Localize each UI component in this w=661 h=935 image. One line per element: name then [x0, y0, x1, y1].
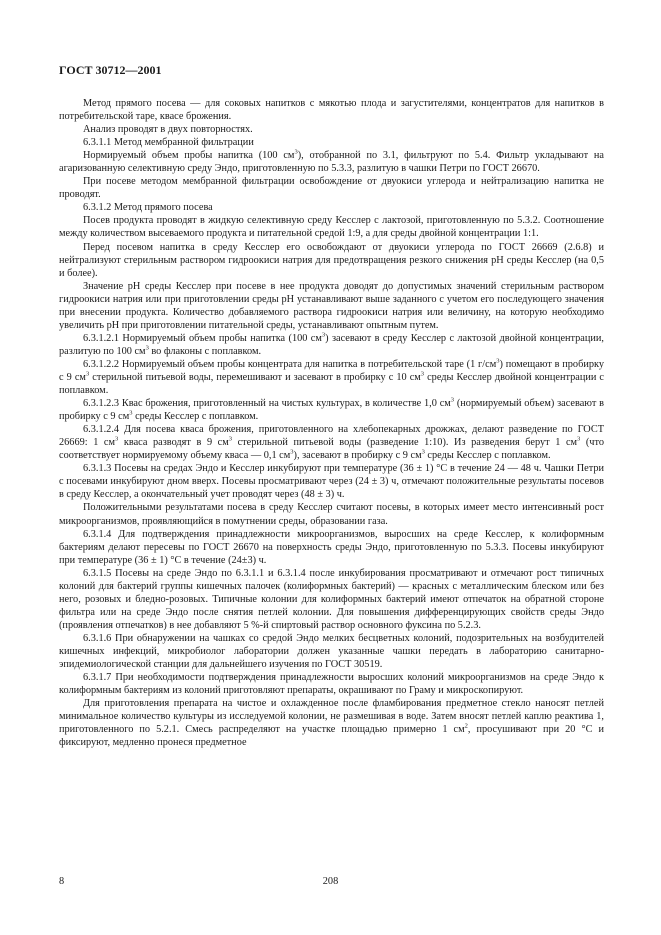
paragraph: Значение pH среды Кесслер при посеве в нее продукта доводят до допустимых значений стерильным раствором гидроокиси натрия или при приготовлении среды pH устанавливают выше заданного с учетом его последующего значения при внесении продукта. Количество добавляемого раствора гидроокиси натрия или величину, на которую необходимо увеличить pH при приготовлении питательной среды, устанавливают опытным путем. — [59, 280, 604, 331]
document-body — [59, 97, 604, 749]
paragraph: 6.3.1.7 При необходимости подтверждения принадлежности выросших колоний микроорганизмов на среде Эндо к колиформным бактериям из колоний приготовляют препараты, окрашивают по Граму и микроскопируют. — [59, 672, 604, 697]
paragraph: Метод прямого посева — для соковых напитков с мякотью плода и загустителями, концентратов для напитков в потребительской таре, квасе брожения. — [59, 98, 604, 123]
page-number-center: 208 — [322, 876, 339, 887]
paragraph: Посев продукта проводят в жидкую селективную среду Кесслер с лактозой, приготовленную по 5.3.2. Соотношение между количеством высеваемого продукта и питательной средой 1:9, а для среды двойной концентрации 1:1. — [59, 215, 604, 240]
page-number-left: 8 — [59, 876, 65, 887]
paragraph: 6.3.1.3 Посевы на средах Эндо и Кесслер инкубируют при температуре (36 ± 1) °С в течение 24 — 48 ч. Чашки Петри с посевами инкубируют дном вверх. Посевы просматривают через (24 ± 3) ч, отмечают положительные результаты посевов в среду Кесслер, а окончательный учет проводят через (48 ± 3) ч. — [59, 463, 604, 501]
paragraph: 6.3.1.5 Посевы на среде Эндо по 6.3.1.1 и 6.3.1.4 после инкубирования просматривают и отмечают рост типичных колоний для бактерий группы кишечных палочек (колиформных бактерий) — красных с металлическим блеском или без него, розовых и бледно-розовых. Типичные колонии для колиформных бактерий имеют отпечаток на обратной стороне фильтра или на среде Эндо после снятия петлей колонии. Для повышения дифференцирующих свойств среды Эндо (проявления отпечатков) в нее добавляют 5 %-й спиртовый раствор основного фуксина по 5.2.3. — [59, 567, 604, 631]
paragraph: 6.3.1.6 При обнаружении на чашках со средой Эндо мелких бесцветных колоний, подозрительных на возбудителей кишечных инфекций, микробиолог лаборатории должен указанные чашки передать в лабораторию санитарно-эпидемиологической станции для дальнейшего изучения по ГОСТ 30519. — [59, 632, 604, 671]
paragraph: Перед посевом напитка в среду Кесслер его освобождают от двуокиси углерода по ГОСТ 26669 (2.6.8) и нейтрализуют стерильным раствором гидроокиси натрия для предотвращения резкого снижения pH среды Кесслер (на 0,5 и более). — [59, 241, 604, 279]
paragraph: Анализ проводят в двух повторностях. — [83, 124, 253, 136]
paragraph: 6.3.1.2 Метод прямого посева — [83, 202, 213, 214]
paragraph: 6.3.1.4 Для подтверждения принадлежности микроорганизмов, выросших на среде Кесслер, к колиформным бактериям делают пересевы по ГОСТ 26670 на поверхность среды Эндо, приготовленную по 5.3.3. Посевы инкубируют при температуре (36 ± 1) °С в течение (24±3) ч. — [59, 528, 604, 566]
paragraph: 6.3.1.2.3 Квас брожения, приготовленный на чистых культурах, в количестве 1,0 $см^3$ (нормируемый объем) засевают в пробирку с 9 $см^3$ среды Кесслер с поплавком. — [59, 396, 604, 423]
paragraph: 6.3.1.1 Метод мембранной фильтрации — [83, 137, 254, 149]
paragraph: При посеве методом мембранной фильтрации освобождение от двуокиси углерода и нейтрализацию напитка не проводят. — [59, 176, 604, 201]
paragraph: 6.3.1.2.1 Нормируемый объем пробы напитка (100 $см^3$) засевают в среду Кесслер с лактозой двойной концентрации, разлитую по 100 $см^3$ во флаконы с поплавком. — [59, 331, 604, 357]
paragraph: Для приготовления препарата на чистое и охлажденное после фламбирования предметное стекло наносят петлей минимальное количество культуры из исследуемой колонии, не размешивая в воде. Затем вносят петлей каплю реактива 1, приготовленного по 5.2.1. Смесь распределяют на участке площадью примерно 1 $см^2$, просушивают при 20 °С и фиксируют, медленно пронеся предметное — [59, 698, 604, 749]
paragraph: Положительными результатами посева в среду Кесслер считают посевы, в которых имеет место интенсивный рост микроорганизмов, проявляющийся в помутнении среды, образовании газа. — [59, 502, 604, 527]
paragraph: 6.3.1.2.2 Нормируемый объем пробы концентрата для напитка в потребительской таре (1 $г/см^3$) помещают в пробирку с 9 $см^3$ стерильной питьевой воды, перемешивают и засевают в пробирку с 10 $см^3$ среды Кесслер двойной концентрации с поплавком. — [59, 357, 604, 397]
paragraph: Нормируемый объем пробы напитка (100 $см^3$), отобранной по 3.1, фильтруют по 5.4. Фильтр укладывают на агаризованную селективную среду Эндо, приготовленную по 5.3.3, разлитую в чашки Петри по ГОСТ 26670. — [59, 148, 604, 175]
document-header-title: ГОСТ 30712—2001 — [59, 63, 162, 77]
paragraph: 6.3.1.2.4 Для посева кваса брожения, приготовленного на хлебопекарных дрожжах, делают разведение по ГОСТ 26669: 1 $см^3$ кваса разводят в 9 $см^3$ стерильной питьевой воды (разведение 1:10). Из разведения берут 1 $см^3$ (что соответствует нормируемому объему кваса — 0,1 $см^3$), засевают в пробирку с 9 $см^3$ среды Кесслер с поплавком. — [59, 424, 605, 462]
